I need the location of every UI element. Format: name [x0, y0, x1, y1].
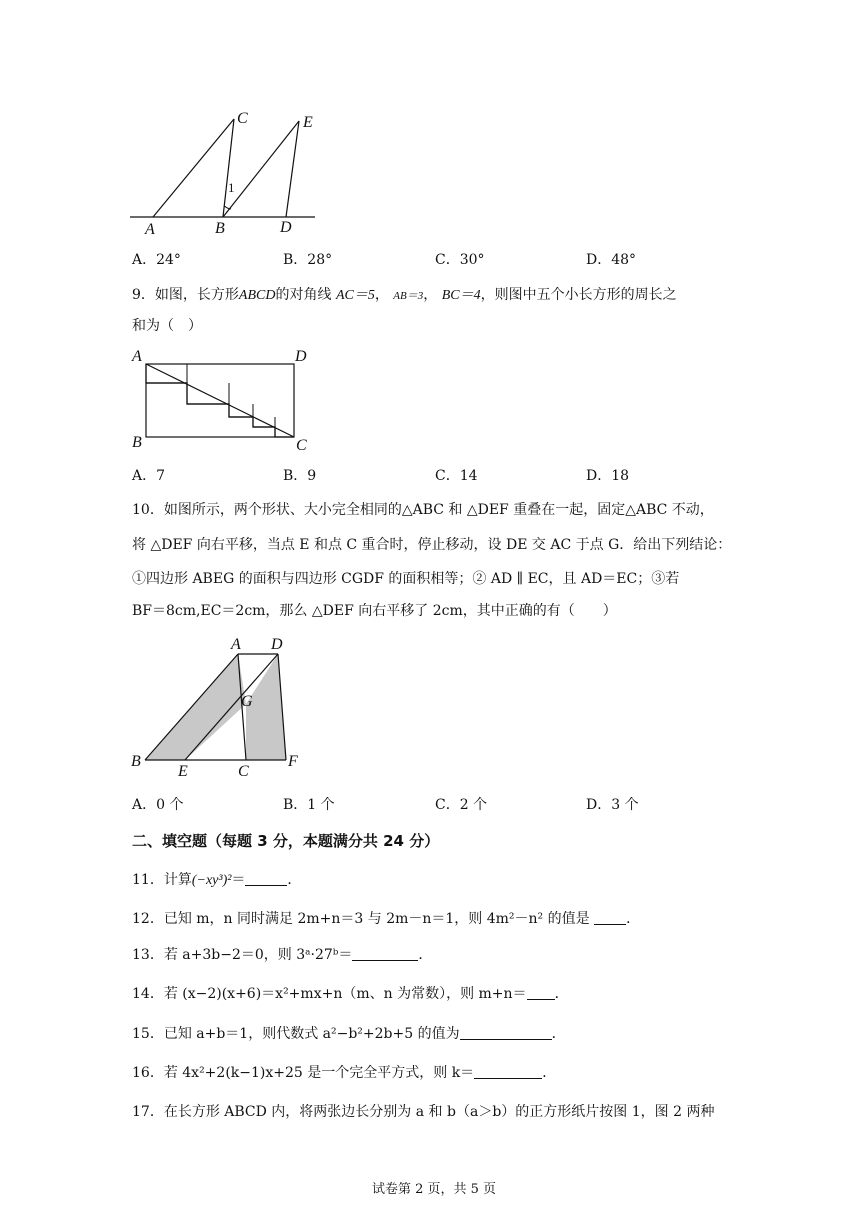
- q9-stem-line2: 和为（ ）: [132, 318, 202, 334]
- label-C: C: [238, 763, 249, 780]
- q10-line1: 10．如图所示，两个形状、大小完全相同的△ABC 和 △DEF 重叠在一起，固定△ABC 不动，: [132, 502, 714, 518]
- q15-answer-blank[interactable]: [460, 1025, 552, 1040]
- q8-figure: [125, 105, 325, 240]
- q9-stem-end: ，则图中五个小长方形的周长之: [480, 287, 677, 303]
- q11-eq: ＝: [231, 872, 246, 888]
- q9-option-b[interactable]: B．9: [283, 468, 317, 484]
- q11-prefix: 11．计算: [132, 872, 192, 888]
- label-angle-1: 1: [228, 180, 235, 195]
- q12: [132, 909, 640, 929]
- q9-rect-name: ABCD: [238, 288, 276, 303]
- diagonal-AC: [146, 364, 294, 437]
- q16: [132, 1063, 556, 1083]
- q10-option-a[interactable]: A．0 个: [132, 797, 184, 813]
- label-D: D: [295, 348, 307, 365]
- q9-mid1: 的对角线: [275, 287, 332, 303]
- q9-eq-bc: BC＝4: [441, 288, 481, 303]
- q9-option-a[interactable]: A．7: [132, 468, 166, 484]
- q15-end: ．: [551, 1026, 566, 1042]
- q11-end: ．: [287, 872, 302, 888]
- q9-eq-ab: AB＝3: [393, 290, 424, 302]
- q10-figure: [128, 632, 308, 782]
- q13-text: 13．若 a+3b−2＝0，则 3ᵃ·27ᵇ＝: [132, 947, 353, 963]
- q11-expr: (−xy³)²: [191, 873, 232, 888]
- small-rectangles: [146, 383, 275, 437]
- q13-end: ．: [418, 947, 433, 963]
- q10-line3: ①四边形 ABEG 的面积与四边形 CGDF 的面积相等；② AD ∥ EC，且 AD＝EC；③若: [132, 571, 680, 587]
- label-E: E: [178, 763, 188, 780]
- label-C: C: [296, 437, 307, 454]
- q16-text: 16．若 4x²+2(k−1)x+25 是一个完全平方式，则 k＝: [132, 1065, 475, 1081]
- q14-answer-blank[interactable]: [527, 985, 555, 1000]
- q12-end: ．: [626, 911, 641, 927]
- q11: [132, 870, 301, 891]
- label-B: B: [132, 434, 142, 451]
- label-A: A: [132, 348, 142, 365]
- q13: [132, 945, 432, 965]
- label-C: C: [237, 110, 248, 127]
- q8-option-d[interactable]: D．48°: [586, 252, 637, 268]
- q12-answer-blank[interactable]: [594, 910, 626, 925]
- label-E: E: [303, 114, 313, 131]
- q10-line2: 将 △DEF 向右平移，当点 E 和点 C 重合时，停止移动，设 DE 交 AC 于点 G．给出下列结论：: [132, 537, 732, 553]
- q10-option-d[interactable]: D．3 个: [586, 797, 639, 813]
- q10-line4: BF＝8cm,EC＝2cm，那么 △DEF 向右平移了 2cm，其中正确的有（ ）: [132, 603, 617, 619]
- q9-prefix: 9．如图，长方形: [132, 287, 239, 303]
- q8-option-a[interactable]: A．24°: [132, 252, 181, 268]
- label-A: A: [145, 221, 155, 238]
- segment-AC: [153, 119, 234, 217]
- label-D: D: [280, 219, 292, 236]
- q10-option-b[interactable]: B．1 个: [283, 797, 335, 813]
- q17: 17．在长方形 ABCD 内，将两张边长分别为 a 和 b（a＞b）的正方形纸片按图 1，图 2 两种: [132, 1104, 715, 1120]
- q9-eq-ac: AC＝5: [335, 288, 375, 303]
- q10-option-c[interactable]: C．2 个: [435, 797, 488, 813]
- label-A: A: [231, 636, 241, 653]
- q9-figure: [128, 345, 318, 455]
- q13-answer-blank[interactable]: [352, 946, 418, 961]
- segment-BC: [223, 119, 234, 217]
- q14-end: ．: [554, 986, 569, 1002]
- q9-option-d[interactable]: D．18: [586, 468, 630, 484]
- q8-option-c[interactable]: C．30°: [435, 252, 485, 268]
- label-D: D: [271, 636, 283, 653]
- page-footer: 试卷第 2 页，共 5 页: [371, 1182, 497, 1197]
- section-2-title: 二、填空题（每题 3 分，本题满分共 24 分）: [132, 832, 440, 850]
- q8-option-b[interactable]: B．28°: [283, 252, 333, 268]
- label-B: B: [215, 220, 225, 237]
- q16-end: ．: [542, 1065, 557, 1081]
- q12-text: 12．已知 m，n 同时满足 2m+n＝3 与 2m－n＝1，则 4m²－n² 的值是: [132, 911, 590, 927]
- label-B: B: [131, 753, 141, 770]
- q14: [132, 984, 569, 1004]
- q14-text: 14．若 (x−2)(x+6)＝x²+mx+n（m、n 为常数），则 m+n＝: [132, 986, 527, 1002]
- q16-answer-blank[interactable]: [474, 1064, 542, 1079]
- q9-option-c[interactable]: C．14: [435, 468, 478, 484]
- q9-stem-line1: 9．如图，长方形ABCD的对角线 AC＝5， AB＝3， BC＝4，则图中五个小长方形的周长之: [132, 287, 677, 303]
- label-G: G: [241, 693, 253, 710]
- q11-answer-blank[interactable]: [245, 871, 287, 886]
- q15: [132, 1024, 566, 1044]
- label-F: F: [288, 753, 298, 770]
- q15-text: 15．已知 a+b＝1，则代数式 a²−b²+2b+5 的值为: [132, 1026, 460, 1042]
